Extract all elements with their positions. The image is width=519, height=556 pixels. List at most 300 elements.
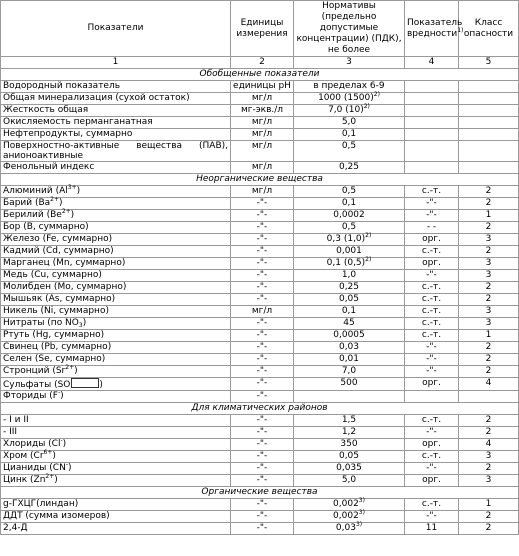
norm-value: 5,0: [341, 475, 357, 485]
unit-cell: -"-: [231, 391, 294, 403]
norm-value: 1000 (1500): [318, 93, 374, 103]
indicator-superscript: -: [60, 437, 63, 444]
norm-cell: [294, 93, 405, 105]
section-row: [1, 403, 519, 415]
column-number: 3: [294, 57, 405, 69]
norm-cell: [294, 129, 405, 141]
norm-value: 0,5: [341, 222, 357, 232]
indicator-cell: [1, 499, 231, 511]
class-cell: 1: [459, 499, 519, 511]
unit-cell: -"-: [231, 366, 294, 378]
harm-cell: орг.: [405, 258, 459, 270]
indicator-name: Мышьяк (As, суммарно): [3, 294, 116, 304]
class-cell: 2: [459, 294, 519, 306]
class-cell: [459, 81, 519, 93]
indicator-cell: [1, 162, 231, 174]
harm-cell: с.-т.: [405, 318, 459, 330]
norm-value: в пределах 6-9: [313, 81, 385, 91]
norm-value: 0,25: [338, 162, 360, 172]
class-cell: 3: [459, 306, 519, 318]
indicator-cell: [1, 93, 231, 105]
norm-footnote: 2): [365, 232, 372, 239]
class-cell: [459, 129, 519, 141]
harm-cell: [405, 162, 459, 174]
indicator-cell: [1, 427, 231, 439]
norm-cell: [294, 270, 405, 282]
norm-cell: [294, 463, 405, 475]
indicator-cell: [1, 294, 231, 306]
indicator-name: ДДТ (сумма изомеров): [3, 511, 110, 521]
table-row: [1, 451, 519, 463]
column-number: 1: [1, 57, 231, 69]
harm-cell: с.-т.: [405, 306, 459, 318]
harm-cell: [405, 117, 459, 129]
harm-cell: [405, 93, 459, 105]
indicator-cell: [1, 141, 231, 162]
indicator-superscript: 2+: [45, 473, 55, 480]
indicator-name: Берилий (Be: [3, 210, 62, 220]
harm-cell: -"-: [405, 342, 459, 354]
section-row: [1, 69, 519, 81]
norm-value: 0,1: [341, 198, 357, 208]
indicator-name: - I и II: [3, 415, 29, 425]
norm-value: 1,2: [341, 427, 357, 437]
harm-cell: -"-: [405, 198, 459, 210]
harm-cell: 11: [405, 523, 459, 535]
indicator-superscript: 2+: [65, 364, 75, 371]
harm-cell: с.-т.: [405, 330, 459, 342]
column-number-row: [1, 57, 519, 69]
indicator-name: Общая минерализация (сухой остаток): [3, 93, 190, 103]
harm-cell: с.-т.: [405, 186, 459, 198]
header-harm: [405, 1, 464, 57]
table-row: [1, 210, 519, 222]
class-cell: 4: [459, 378, 519, 391]
norm-value: 0,05: [338, 294, 360, 304]
harm-cell: [405, 391, 459, 403]
indicator-name: Свинец (Pb, суммарно): [3, 342, 112, 352]
table-row: [1, 198, 519, 210]
unit-cell: мг/л: [231, 186, 294, 198]
header-unit: Единицы измерения: [231, 1, 294, 57]
table-row: [1, 463, 519, 475]
norm-cell: [294, 499, 405, 511]
norm-cell: [294, 258, 405, 270]
indicator-cell: [1, 378, 231, 391]
table-row: [1, 330, 519, 342]
table-body: [1, 1, 519, 535]
class-cell: 4: [459, 439, 519, 451]
harm-cell: орг.: [405, 234, 459, 246]
norm-footnote: 3): [358, 497, 365, 504]
indicator-name-end: ): [54, 475, 58, 485]
table-row: [1, 282, 519, 294]
harm-cell: [405, 129, 459, 141]
class-cell: [459, 93, 519, 105]
unit-cell: мг/л: [231, 93, 294, 105]
class-cell: 1: [459, 210, 519, 222]
norm-cell: [294, 282, 405, 294]
table-row: [1, 306, 519, 318]
norm-cell: [294, 186, 405, 198]
table-row: [1, 366, 519, 378]
class-cell: [459, 105, 519, 117]
unit-cell: -"-: [231, 270, 294, 282]
class-cell: 2: [459, 523, 519, 535]
norm-value: 0,03: [338, 342, 360, 352]
norm-cell: [294, 378, 405, 391]
indicator-name: g-ГХЦГ(линдан): [3, 499, 79, 509]
norm-value: 0,05: [338, 451, 360, 461]
indicator-name: Барий (Ba: [3, 198, 51, 208]
norm-cell: [294, 306, 405, 318]
unit-cell: -"-: [231, 258, 294, 270]
indicator-superscript: 2+: [50, 196, 60, 203]
norm-value: 0,01: [338, 354, 360, 364]
harm-cell: с.-т.: [405, 246, 459, 258]
unit-cell: мг-экв./л: [231, 105, 294, 117]
section-row: [1, 487, 519, 499]
class-cell: 3: [459, 270, 519, 282]
table-row: [1, 93, 519, 105]
norm-value: 1,0: [341, 270, 357, 280]
unit-cell: -"-: [231, 415, 294, 427]
harm-cell: -"-: [405, 427, 459, 439]
harm-cell: орг.: [405, 378, 459, 391]
indicator-name: Стронций (Sr: [3, 366, 66, 376]
indicator-name: Алюминий (Al: [3, 186, 68, 196]
indicator-name-end: ): [76, 186, 81, 196]
indicator-name: Цинк (Zn: [3, 475, 46, 485]
unit-cell: мг/л: [231, 162, 294, 174]
norm-cell: [294, 523, 405, 535]
indicator-cell: [1, 258, 231, 270]
table-row: [1, 439, 519, 451]
harm-cell: орг.: [405, 475, 459, 487]
indicator-cell: [1, 475, 231, 487]
class-cell: 3: [459, 451, 519, 463]
indicator-name: Жесткость общая: [3, 105, 89, 115]
class-cell: 2: [459, 246, 519, 258]
norm-footnote: 2): [363, 103, 370, 110]
harm-cell: орг.: [405, 439, 459, 451]
table-row: [1, 342, 519, 354]
indicator-cell: [1, 246, 231, 258]
norm-cell: [294, 511, 405, 523]
norm-cell: [294, 234, 405, 246]
indicator-name-end: ): [82, 318, 87, 328]
norm-cell: [294, 81, 405, 93]
column-number: 5: [459, 57, 519, 69]
table-row: [1, 511, 519, 523]
header-indicator: Показатели: [1, 1, 231, 57]
section-row: [1, 174, 519, 186]
indicator-cell: [1, 463, 231, 475]
indicator-cell: [1, 354, 231, 366]
table-row: [1, 234, 519, 246]
class-cell: 2: [459, 186, 519, 198]
norm-cell: [294, 246, 405, 258]
unit-cell: -"-: [231, 499, 294, 511]
norm-footnote: 2): [373, 91, 380, 98]
indicator-name: Цианиды (CN: [3, 463, 66, 473]
class-cell: 2: [459, 222, 519, 234]
norm-footnote: 3): [355, 521, 363, 528]
table-row: [1, 378, 519, 391]
indicator-cell: [1, 391, 231, 403]
indicator-superscript: 6+: [43, 449, 53, 456]
harm-cell: [405, 105, 459, 117]
table-row: [1, 186, 519, 198]
unit-cell: мг/л: [231, 117, 294, 129]
class-cell: 3: [459, 318, 519, 330]
header-row: [1, 1, 519, 57]
indicator-name-end: ): [60, 391, 64, 401]
indicator-name: Кадмий (Cd, суммарно): [3, 246, 114, 256]
indicator-name: Хром (Cr: [3, 451, 44, 461]
table-row: [1, 391, 519, 403]
unit-cell: -"-: [231, 294, 294, 306]
norm-cell: [294, 330, 405, 342]
indicator-cell: [1, 186, 231, 198]
unit-cell: -"-: [231, 210, 294, 222]
indicator-name: Никель (Ni, суммарно): [3, 306, 109, 316]
indicator-cell: [1, 222, 231, 234]
norm-cell: [294, 141, 405, 162]
class-cell: 2: [459, 198, 519, 210]
norm-value: 0,0002: [333, 210, 365, 220]
header-norm: Нормативы (предельно допустимые концентрации) (ПДК), не более: [294, 1, 405, 57]
column-number: 2: [231, 57, 294, 69]
norm-footnote: 3): [358, 509, 365, 516]
indicator-superscript: -: [65, 461, 68, 468]
unit-cell: -"-: [231, 427, 294, 439]
table-row: [1, 162, 519, 174]
class-cell: 2: [459, 415, 519, 427]
unit-cell: мг/л: [231, 306, 294, 318]
indicator-name: - III: [3, 427, 18, 437]
unit-cell: -"-: [231, 234, 294, 246]
indicator-name: 2,4-Д: [3, 523, 28, 533]
unit-cell: -"-: [231, 378, 294, 391]
unit-cell: -"-: [231, 463, 294, 475]
indicator-cell: [1, 234, 231, 246]
indicator-name-end: ): [74, 366, 78, 376]
indicator-cell: [1, 439, 231, 451]
indicator-name: Селен (Se, суммарно): [3, 354, 106, 364]
indicator-subscript: 3: [78, 322, 83, 329]
table-row: [1, 427, 519, 439]
norm-footnote: 2): [365, 256, 372, 263]
indicator-cell: [1, 282, 231, 294]
norm-cell: [294, 475, 405, 487]
indicator-cell: [1, 117, 231, 129]
norm-cell: [294, 451, 405, 463]
unit-cell: -"-: [231, 246, 294, 258]
norm-value: 0,1 (0,5): [326, 258, 366, 268]
harm-cell: -"-: [405, 511, 459, 523]
harm-cell: -"-: [405, 366, 459, 378]
table-row: [1, 258, 519, 270]
indicator-name: Сульфаты (SO: [3, 380, 71, 390]
norm-cell: [294, 222, 405, 234]
unit-cell: -"-: [231, 523, 294, 535]
table-row: [1, 141, 519, 162]
indicator-cell: [1, 366, 231, 378]
norm-value: 5,0: [341, 117, 357, 127]
indicator-cell: [1, 270, 231, 282]
norm-value: 0,5: [341, 186, 357, 196]
indicator-name-end: ): [52, 451, 56, 461]
harm-cell: с.-т.: [405, 294, 459, 306]
norm-value: 0,001: [336, 246, 362, 256]
norm-cell: [294, 354, 405, 366]
norm-value: 0,0005: [333, 330, 365, 340]
norm-cell: [294, 366, 405, 378]
table-row: [1, 222, 519, 234]
indicator-name-end: ): [70, 210, 75, 220]
norm-value: 0,002: [333, 499, 359, 509]
unit-cell: единицы pH: [231, 81, 294, 93]
column-number: 4: [405, 57, 459, 69]
class-cell: 2: [459, 463, 519, 475]
harm-cell: с.-т.: [405, 499, 459, 511]
unit-cell: -"-: [231, 475, 294, 487]
norm-cell: [294, 162, 405, 174]
class-cell: 2: [459, 366, 519, 378]
section-title: Обобщенные показатели: [1, 69, 519, 81]
indicator-name: Ртуть (Hg, суммарно): [3, 330, 105, 340]
norm-cell: [294, 391, 405, 403]
indicator-cell: [1, 81, 231, 93]
norm-cell: [294, 439, 405, 451]
indicator-superscript: 2+: [61, 208, 71, 215]
indicator-cell: [1, 129, 231, 141]
norm-value: 0,03: [335, 523, 356, 533]
norm-cell: [294, 318, 405, 330]
class-cell: [459, 391, 519, 403]
unit-cell: -"-: [231, 342, 294, 354]
indicator-name: Железо (Fe, суммарно): [3, 234, 113, 244]
unit-cell: -"-: [231, 198, 294, 210]
norm-value: 0,3 (1,0): [326, 234, 366, 244]
unit-cell: -"-: [231, 451, 294, 463]
indicator-name: Водородный показатель: [3, 81, 121, 91]
harm-cell: с.-т.: [405, 282, 459, 294]
table-row: [1, 475, 519, 487]
harm-cell: - -: [405, 222, 459, 234]
table-row: [1, 81, 519, 93]
class-cell: 2: [459, 282, 519, 294]
norm-cell: [294, 210, 405, 222]
indicator-name: Хлориды (Cl: [3, 439, 61, 449]
table-row: [1, 117, 519, 129]
norm-cell: [294, 105, 405, 117]
class-cell: 2: [459, 427, 519, 439]
class-cell: [459, 117, 519, 129]
indicator-cell: [1, 330, 231, 342]
section-title: Неорганические вещества: [1, 174, 519, 186]
table-row: [1, 499, 519, 511]
unit-cell: мг/л: [231, 129, 294, 141]
norm-value: 350: [340, 439, 358, 449]
table-row: [1, 318, 519, 330]
table-row: [1, 354, 519, 366]
harm-cell: с.-т.: [405, 415, 459, 427]
indicator-cell: [1, 318, 231, 330]
indicator-name-end: ): [62, 439, 67, 449]
indicator-name: Окисляемость перманганатная: [3, 117, 153, 127]
unit-cell: -"-: [231, 222, 294, 234]
norm-cell: [294, 427, 405, 439]
class-cell: 3: [459, 475, 519, 487]
indicator-cell: [1, 306, 231, 318]
indicator-cell: [1, 105, 231, 117]
norm-cell: [294, 342, 405, 354]
table-row: [1, 105, 519, 117]
class-cell: [459, 141, 519, 162]
harm-cell: -"-: [405, 270, 459, 282]
unit-cell: -"-: [231, 318, 294, 330]
class-cell: [459, 162, 519, 174]
class-cell: 1: [459, 330, 519, 342]
norm-value: 0,25: [338, 282, 360, 292]
norm-cell: [294, 117, 405, 129]
indicator-cell: [1, 342, 231, 354]
norm-cell: [294, 294, 405, 306]
indicator-name-end: ): [99, 380, 103, 390]
unit-cell: -"-: [231, 439, 294, 451]
unit-cell: -"-: [231, 511, 294, 523]
norm-value: 0,002: [333, 511, 359, 521]
indicator-name-end: ): [67, 463, 72, 473]
indicator-name: Молибден (Mo, суммарно): [3, 282, 127, 292]
indicator-name: Фенольный индекс: [3, 162, 95, 172]
norm-value: 0,035: [336, 463, 362, 473]
indicator-superscript: 3+: [67, 184, 77, 191]
class-cell: 2: [459, 342, 519, 354]
indicator-name: Нитраты (по NO: [3, 318, 79, 328]
norm-value: 0,1: [341, 129, 357, 139]
harm-cell: [405, 141, 459, 162]
header-harm-footnote: 1): [457, 26, 464, 34]
indicator-cell: [1, 198, 231, 210]
indicator-cell: [1, 210, 231, 222]
class-cell: 2: [459, 511, 519, 523]
indicator-name-end: ): [59, 198, 63, 208]
indicator-name: Марганец (Mn, суммарно): [3, 258, 126, 268]
table-row: [1, 294, 519, 306]
indicator-name: Фториды (F: [3, 391, 58, 401]
norm-value: 7,0: [341, 366, 357, 376]
indicator-name: Нефтепродукты, суммарно: [3, 129, 133, 139]
indicator-cell: [1, 523, 231, 535]
indicator-name: Бор (B, суммарно): [3, 222, 89, 232]
norm-value: 0,1: [341, 306, 357, 316]
indicator-cell: [1, 415, 231, 427]
table-row: [1, 270, 519, 282]
norm-value: 0,5: [341, 141, 357, 151]
header-harm-text: Показатель вредности: [407, 17, 463, 39]
harm-cell: [405, 81, 459, 93]
table-row: [1, 129, 519, 141]
indicator-cell: [1, 511, 231, 523]
norm-cell: [294, 198, 405, 210]
unit-cell: -"-: [231, 354, 294, 366]
harm-cell: -"-: [405, 210, 459, 222]
indicator-name: Медь (Cu, суммарно): [3, 270, 102, 280]
norm-value: 45: [343, 318, 355, 328]
